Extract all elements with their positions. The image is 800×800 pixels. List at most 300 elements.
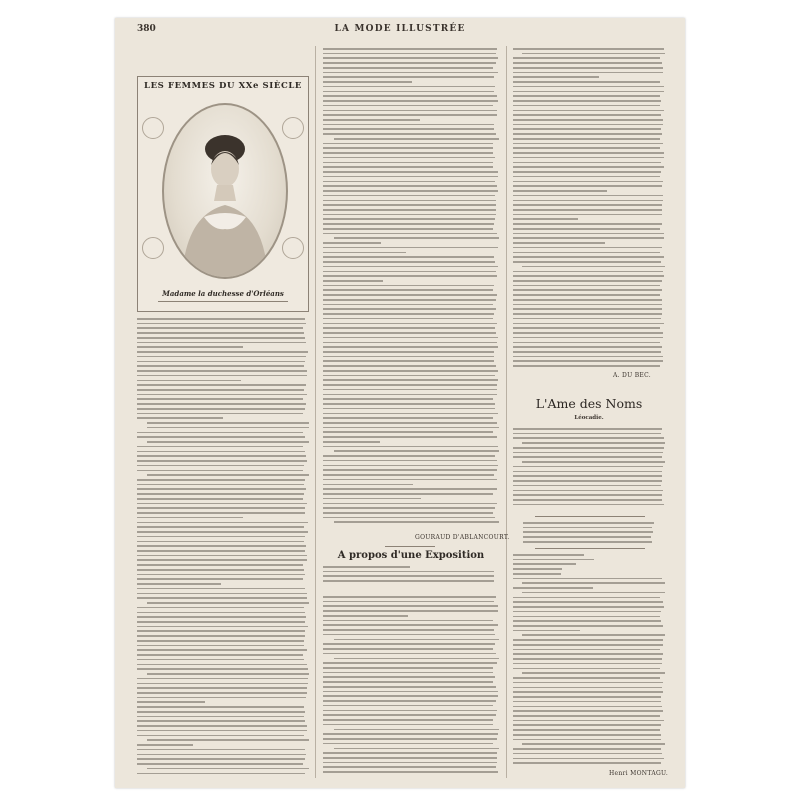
gouraud-signature: GOURAUD D'ABLANCOURT. [415,534,510,541]
text-line [513,559,594,561]
text-line [137,522,308,524]
text-line [137,351,308,353]
text-line [323,261,495,263]
text-line [323,422,497,424]
text-line [137,607,304,609]
text-line [137,668,308,670]
text-line [137,678,308,680]
text-line [137,323,306,325]
text-line [334,729,499,731]
text-line [137,569,304,571]
ornament-icon [282,117,304,139]
text-line [137,389,304,391]
text-line [513,466,663,468]
text-line [323,337,498,339]
text-line [513,620,661,622]
text-line [523,531,653,533]
text-line [323,719,493,721]
text-line [323,379,498,381]
text-line [137,621,305,623]
text-line [137,342,306,344]
text-line [137,635,305,637]
text-line [147,427,309,429]
text-line [147,422,309,424]
text-line [513,762,661,764]
text-line [323,686,496,688]
text-line [523,522,654,524]
text-line [513,256,664,258]
text-line [522,53,665,55]
text-line [323,185,497,187]
text-line [137,773,305,775]
text-line [513,76,599,78]
text-line [137,503,307,505]
text-line [334,450,499,452]
text-line [334,639,499,641]
text-line [137,484,304,486]
text-line [323,370,498,372]
text-line [513,105,660,107]
text-line [323,469,497,471]
text-line [513,437,664,439]
text-line [323,465,498,467]
text-line [323,190,498,192]
text-line [137,318,305,320]
text-line [323,575,494,577]
text-line [513,195,663,197]
text-line [513,261,661,263]
text-line [513,653,663,655]
text-line [513,729,660,731]
text-line [137,578,303,580]
text-line [323,653,496,655]
text-line [137,640,304,642]
text-line [513,185,662,187]
text-line [323,275,497,277]
text-line [323,503,497,505]
text-line [323,228,493,230]
text-line [513,214,662,216]
text-line [137,432,303,434]
text-line [137,394,307,396]
text-line [137,332,304,334]
column-divider [506,46,507,778]
text-line [137,687,307,689]
text-line [513,110,664,112]
text-line [513,124,663,126]
text-line [513,639,663,641]
text-line [323,427,499,429]
text-line [513,294,660,296]
text-line [513,228,660,230]
text-line [513,138,660,140]
text-line [323,53,496,55]
text-line [513,62,662,64]
text-line [513,176,660,178]
text-line [323,252,406,254]
ame-intro [513,428,665,512]
text-line [323,624,498,626]
text-line [513,128,661,130]
text-line [323,157,495,159]
text-line [323,676,495,678]
text-line [137,470,303,472]
text-line [513,563,576,565]
text-line [523,527,652,529]
text-line [323,681,493,683]
text-line [323,441,380,443]
text-line [323,171,498,173]
text-line [323,375,495,377]
text-line [323,714,496,716]
text-line [137,597,307,599]
text-line [147,441,309,443]
text-line [137,654,303,656]
caption-rule [158,301,288,302]
magazine-page [115,18,685,788]
column-divider [315,46,316,778]
column-3-body [513,48,665,374]
text-line [513,668,660,670]
text-line [513,644,663,646]
text-line [323,86,495,88]
text-line [137,413,303,415]
text-line [137,701,205,703]
text-line [323,517,495,519]
text-line [334,748,499,750]
text-line [513,91,664,93]
title-rule [535,548,645,549]
text-line [137,488,306,490]
text-line [323,691,498,693]
text-line [513,356,663,358]
text-line [513,616,660,618]
text-line [137,612,305,614]
text-line [323,223,494,225]
text-line [323,214,496,216]
text-line [323,133,496,135]
text-line [323,72,498,74]
text-line [323,95,497,97]
text-line [137,370,307,372]
text-line [513,95,660,97]
text-line [137,749,305,751]
text-line [323,771,498,773]
text-line [147,474,309,476]
text-line [137,526,304,528]
text-line [137,465,304,467]
text-line [137,380,241,382]
text-line [513,696,661,698]
running-head: LA MODE ILLUSTRÉE [334,24,466,34]
text-line [513,337,663,339]
text-line [513,494,662,496]
text-line [323,119,420,121]
text-line [323,601,494,603]
text-line [323,610,498,612]
text-line [137,716,304,718]
text-line [522,461,665,463]
text-line [137,735,304,737]
text-line [513,720,664,722]
text-line [513,48,664,50]
text-line [513,601,663,603]
text-line [513,275,664,277]
title-rule [535,516,645,517]
text-line [513,748,661,750]
text-line [323,204,496,206]
text-line [323,596,496,598]
text-line [137,356,306,358]
text-line [323,724,493,726]
text-line [323,431,493,433]
text-line [513,100,661,102]
text-line [513,485,661,487]
text-line [513,630,580,632]
text-line [323,384,497,386]
text-line [137,692,307,694]
text-line [522,672,665,674]
text-line [323,327,495,329]
text-line [137,531,308,533]
text-line [334,237,499,239]
text-line [323,738,497,740]
text-line [137,593,307,595]
text-line [513,706,662,708]
text-line [513,81,660,83]
text-line [323,176,498,178]
text-line [137,536,305,538]
text-line [323,700,496,702]
text-line [323,695,498,697]
text-line [323,757,497,759]
text-line [513,568,562,570]
text-line [513,119,663,121]
text-line [513,218,578,220]
text-line [323,128,494,130]
text-line [323,57,498,59]
text-line [513,313,662,315]
text-line [513,649,660,651]
text-line [513,691,663,693]
text-line [323,398,493,400]
text-line [513,285,660,287]
text-line [513,471,662,473]
text-line [513,181,663,183]
text-line [513,428,662,430]
text-line [523,541,652,543]
text-line [513,734,661,736]
text-line [323,498,421,500]
text-line [513,133,662,135]
text-line [513,753,662,755]
text-line [323,733,498,735]
text-line [323,233,497,235]
text-line [323,256,494,258]
text-line [137,384,306,386]
frame-title: LES FEMMES DU XXe SIÈCLE [144,81,302,91]
text-line [137,403,306,405]
text-line [513,475,662,477]
ornament-icon [142,117,164,139]
text-line [323,143,493,145]
title-rule [385,546,435,547]
text-line [513,715,660,717]
text-line [137,711,305,713]
text-line [323,403,495,405]
text-line [522,634,665,636]
text-line [137,375,307,377]
text-line [513,433,661,435]
text-line [513,625,663,627]
text-line [323,105,493,107]
text-line [323,242,381,244]
text-line [513,606,664,608]
text-line [323,304,493,306]
text-line [323,209,496,211]
text-line [137,408,305,410]
column-2-body [323,48,499,531]
column-1-body [137,318,309,780]
text-line [513,663,662,665]
text-line [513,452,663,454]
text-line [323,200,496,202]
text-line [513,308,662,310]
text-line [323,266,498,268]
text-line [522,266,665,268]
text-line [513,114,661,116]
text-line [513,242,605,244]
text-line [513,299,662,301]
text-line [137,493,304,495]
text-line [323,294,497,296]
text-line [137,559,307,561]
text-line [513,710,663,712]
text-line [323,605,498,607]
text-line [137,645,304,647]
text-line [323,62,496,64]
text-line [323,365,496,367]
text-line [323,195,495,197]
text-line [513,166,664,168]
text-line [513,162,661,164]
text-line [137,346,243,348]
text-line [513,346,662,348]
text-line [323,743,493,745]
text-line [323,147,493,149]
text-line [513,578,662,580]
text-line [323,629,494,631]
text-line [323,474,494,476]
exposition-body [323,596,499,780]
text-line [513,658,662,660]
text-line [137,517,243,519]
text-line [513,190,607,192]
text-line [137,564,303,566]
text-line [523,536,651,538]
text-line [137,460,307,462]
text-line [137,659,304,661]
text-line [513,209,662,211]
text-line [513,247,662,249]
text-line [513,233,664,235]
text-line [513,318,661,320]
text-line [137,417,223,419]
text-line [137,763,303,765]
text-line [323,643,495,645]
text-line [513,327,660,329]
text-line [323,124,494,126]
text-line [513,86,664,88]
text-line [323,332,496,334]
text-line [323,484,413,486]
text-line [323,762,497,764]
text-line [323,285,494,287]
text-line [137,479,305,481]
text-line [323,76,494,78]
text-line [147,739,309,741]
text-line [513,332,663,334]
text-line [513,157,664,159]
text-line [513,304,662,306]
text-line [513,554,584,556]
text-line [513,351,661,353]
text-line [513,323,664,325]
text-line [513,573,561,575]
montagu-signature: Henri MONTAGU. [609,770,669,777]
text-line [323,479,497,481]
text-line [513,252,660,254]
text-line [334,138,499,140]
text-line [137,588,305,590]
text-line [137,545,306,547]
text-line [323,110,497,112]
text-line [137,754,306,756]
text-line [323,218,495,220]
text-line [323,710,497,712]
text-line [323,580,494,582]
ame-verse [523,522,655,546]
text-line [323,271,496,273]
text-line [147,673,309,675]
text-line [522,442,665,444]
text-line [513,57,660,59]
text-line [323,308,496,310]
text-line [323,289,493,291]
text-line [513,447,664,449]
text-line [513,152,664,154]
text-line [137,730,307,732]
text-line [323,493,493,495]
text-line [323,360,494,362]
text-line [323,446,498,448]
text-line [323,48,497,50]
text-line [323,455,495,457]
ame-body [513,554,665,768]
text-line [513,724,661,726]
text-line [513,237,664,239]
text-line [137,744,193,746]
text-line [323,460,497,462]
page-header [115,18,685,42]
ornament-icon [142,237,164,259]
text-line [522,582,665,584]
text-line [137,398,303,400]
text-line [323,313,494,315]
text-line [137,725,307,727]
text-line [323,672,493,674]
text-line [137,451,305,453]
